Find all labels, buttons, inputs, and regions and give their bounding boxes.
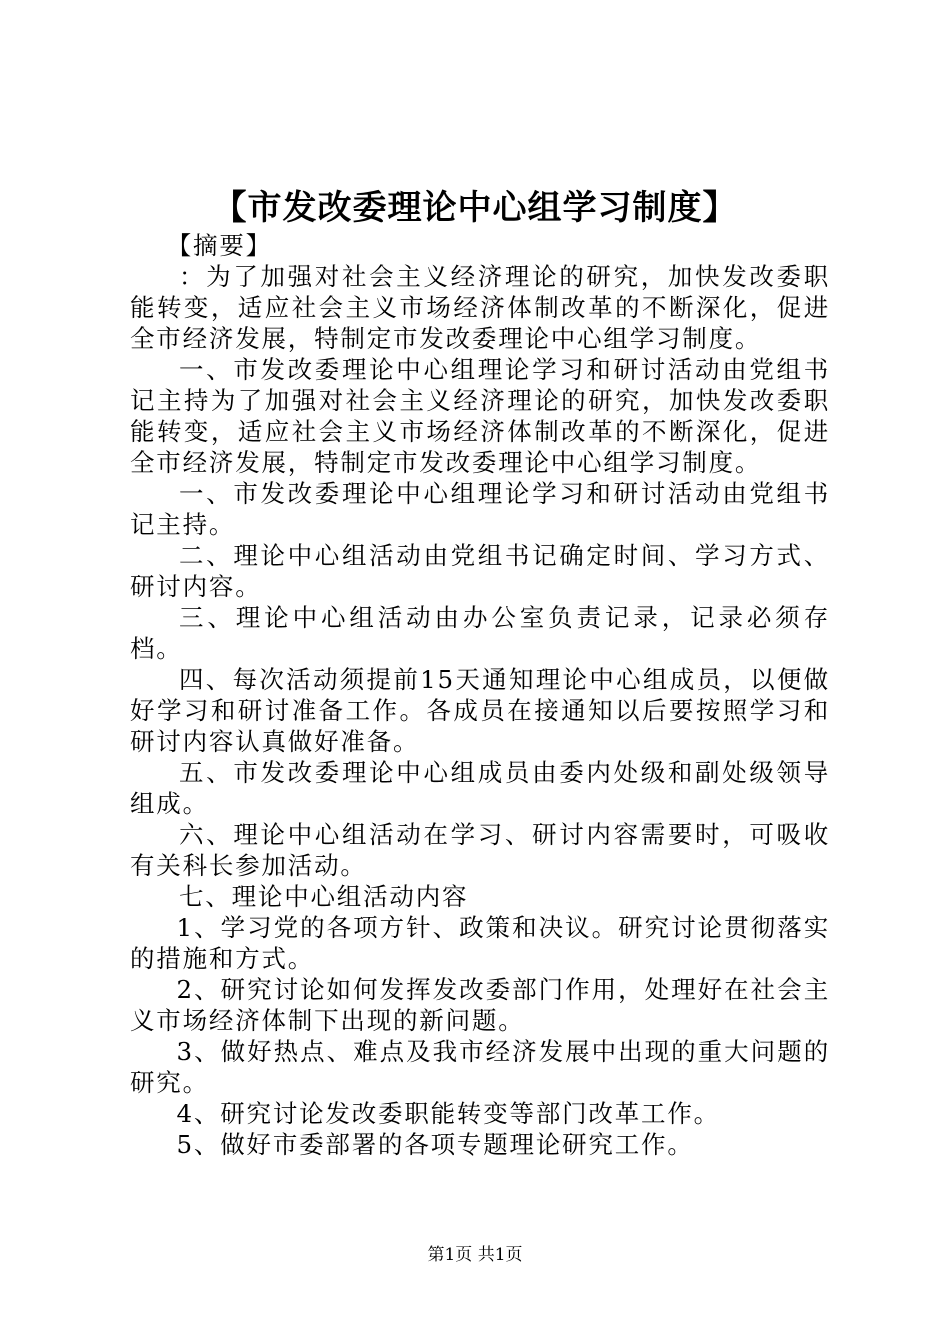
list-item: 3、做好热点、难点及我市经济发展中出现的重大问题的研究。	[130, 1037, 830, 1097]
list-item: 5、做好市委部署的各项专题理论研究工作。	[176, 1130, 694, 1159]
body-paragraph: 二、理论中心组活动由党组书记确定时间、学习方式、研讨内容。	[130, 541, 830, 601]
body-paragraph: 四、每次活动须提前15天通知理论中心组成员，以便做好学习和研讨准备工作。各成员在接通知以后要按照学习和研讨内容认真做好准备。	[130, 665, 830, 756]
summary-heading: 【摘要】	[166, 231, 272, 260]
body-paragraph: 六、理论中心组活动在学习、研讨内容需要时，可吸收有关科长参加活动。	[130, 820, 830, 880]
body-paragraph: 一、市发改委理论中心组理论学习和研讨活动由党组书记主持。	[130, 479, 830, 539]
document-title: 【市发改委理论中心组学习制度】	[212, 188, 738, 228]
summary-paragraph: ：为了加强对社会主义经济理论的研究，加快发改委职能转变，适应社会主义市场经济体制改革的不断深化，促进全市经济发展，特制定市发改委理论中心组学习制度。	[130, 262, 830, 353]
section-heading: 七、理论中心组活动内容	[179, 882, 469, 911]
list-item: 2、研究讨论如何发挥发改委部门作用，处理好在社会主义市场经济体制下出现的新问题。	[130, 975, 830, 1035]
list-item: 1、学习党的各项方针、政策和决议。研究讨论贯彻落实的措施和方式。	[130, 913, 830, 973]
list-item: 4、研究讨论发改委职能转变等部门改革工作。	[176, 1099, 720, 1128]
body-paragraph: 一、市发改委理论中心组理论学习和研讨活动由党组书记主持为了加强对社会主义经济理论的研究，加快发改委职能转变，适应社会主义市场经济体制改革的不断深化，促进全市经济发展，特制定市发改委理论中心组学习制度。	[130, 355, 830, 477]
document-body	[130, 230, 830, 1160]
body-paragraph: 三、理论中心组活动由办公室负责记录，记录必须存档。	[130, 603, 830, 663]
page-number-footer: 第1页 共1页	[427, 1245, 523, 1265]
body-paragraph: 五、市发改委理论中心组成员由委内处级和副处级领导组成。	[130, 758, 830, 818]
